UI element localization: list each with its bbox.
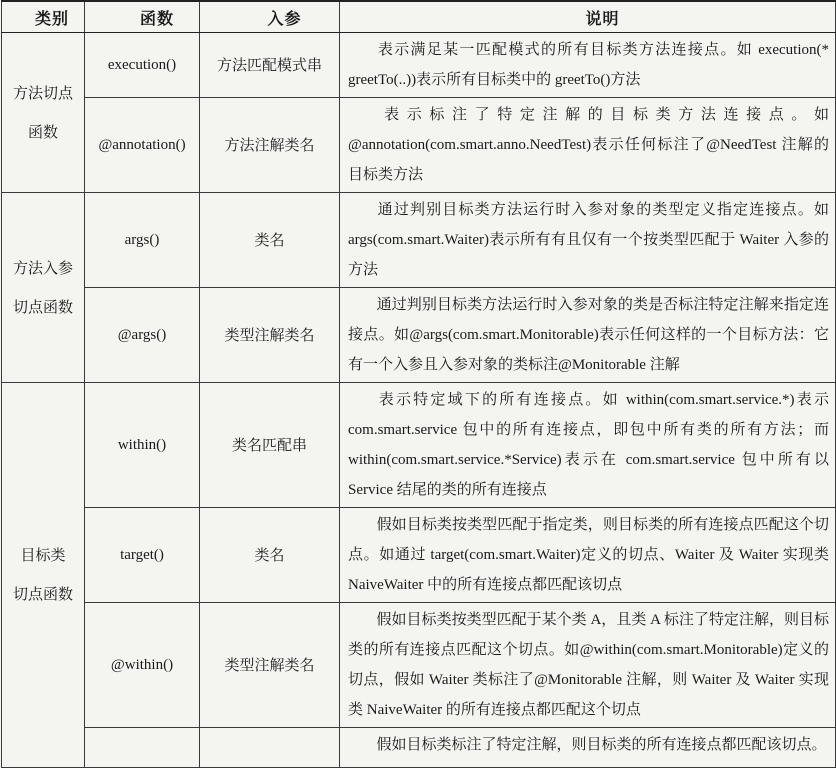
description: 表示特定域下的所有连接点。如 within(com.smart.service.*)表示 com.smart.service 包中的所有连接点，即包中所有类的所有方法；而 within(com.smart.service.*Service)表示在 com.smart.service 包中所有以 Service 结尾的类的所有连接点	[340, 383, 836, 508]
header-function: 函数	[85, 1, 200, 33]
function-name: target()	[85, 508, 200, 603]
function-name: @within()	[85, 603, 200, 728]
header-description: 说明	[340, 1, 836, 33]
param-type: 类型注解类名	[200, 603, 340, 728]
table-row	[2, 508, 836, 603]
param-type: 方法注解类名	[200, 98, 340, 193]
param-type: 类名	[200, 508, 340, 603]
function-name: within()	[85, 383, 200, 508]
category-line: 切点函数	[12, 585, 73, 603]
category-line: 切点函数	[12, 297, 73, 316]
description: 假如目标类按类型匹配于某个类 A，且类 A 标注了特定注解，则目标类的所有连接点匹配这个切点。如@within(com.smart.Monitorable)定义的切点，假如 Waiter 类标注了@Monitorable 注解，则 Waiter 及 Waiter 实现类 NaiveWaiter 的所有连接点都匹配这个切点	[340, 603, 836, 728]
param-type: 类名	[200, 193, 340, 288]
category-line: 函数	[27, 122, 58, 141]
category-method-args-pointcut	[2, 193, 85, 383]
description: 表示标注了特定注解的目标类方法连接点。如@annotation(com.smart.anno.NeedTest)表示任何标注了@NeedTest 注解的目标类方法	[340, 98, 836, 193]
function-name: execution()	[85, 33, 200, 98]
table-row	[2, 603, 836, 728]
description: 表示满足某一匹配模式的所有目标类方法连接点。如 execution(* greetTo(..))表示所有目标类中的 greetTo()方法	[340, 33, 836, 98]
description: 假如目标类按类型匹配于指定类，则目标类的所有连接点匹配这个切点。如通过 target(com.smart.Waiter)定义的切点、Waiter 及 Waiter 实现类 NaiveWaiter 中的所有连接点都匹配该切点	[340, 508, 836, 603]
pointcut-function-table	[1, 0, 836, 768]
param-type	[200, 728, 340, 768]
param-type: 类名匹配串	[200, 383, 340, 508]
param-type: 类型注解类名	[200, 288, 340, 383]
table-row	[2, 33, 836, 98]
table-row	[2, 288, 836, 383]
description: 假如目标类标注了特定注解，则目标类的所有连接点都匹配该切点。	[340, 728, 836, 768]
category-target-class-pointcut	[2, 383, 85, 768]
param-type: 方法匹配模式串	[200, 33, 340, 98]
function-name: @args()	[85, 288, 200, 383]
category-line: 目标类	[20, 546, 66, 564]
description: 通过判别目标类方法运行时入参对象的类型定义指定连接点。如 args(com.smart.Waiter)表示所有有且仅有一个按类型匹配于 Waiter 入参的方法	[340, 193, 836, 288]
category-line: 方法入参	[12, 258, 73, 277]
description: 通过判别目标类方法运行时入参对象的类是否标注特定注解来指定连接点。如@args(com.smart.Monitorable)表示任何这样的一个目标方法：它有一个入参且入参对象的类标注@Monitorable 注解	[340, 288, 836, 383]
header-param: 入参	[200, 1, 340, 33]
table-row	[2, 193, 836, 288]
table-row	[2, 98, 836, 193]
category-line: 方法切点	[12, 83, 73, 102]
table-row	[2, 383, 836, 508]
function-name: args()	[85, 193, 200, 288]
header-row	[2, 1, 836, 33]
function-name	[85, 728, 200, 768]
table-row	[2, 728, 836, 768]
category-method-pointcut	[2, 33, 85, 193]
header-category: 类别	[2, 1, 85, 33]
function-name: @annotation()	[85, 98, 200, 193]
